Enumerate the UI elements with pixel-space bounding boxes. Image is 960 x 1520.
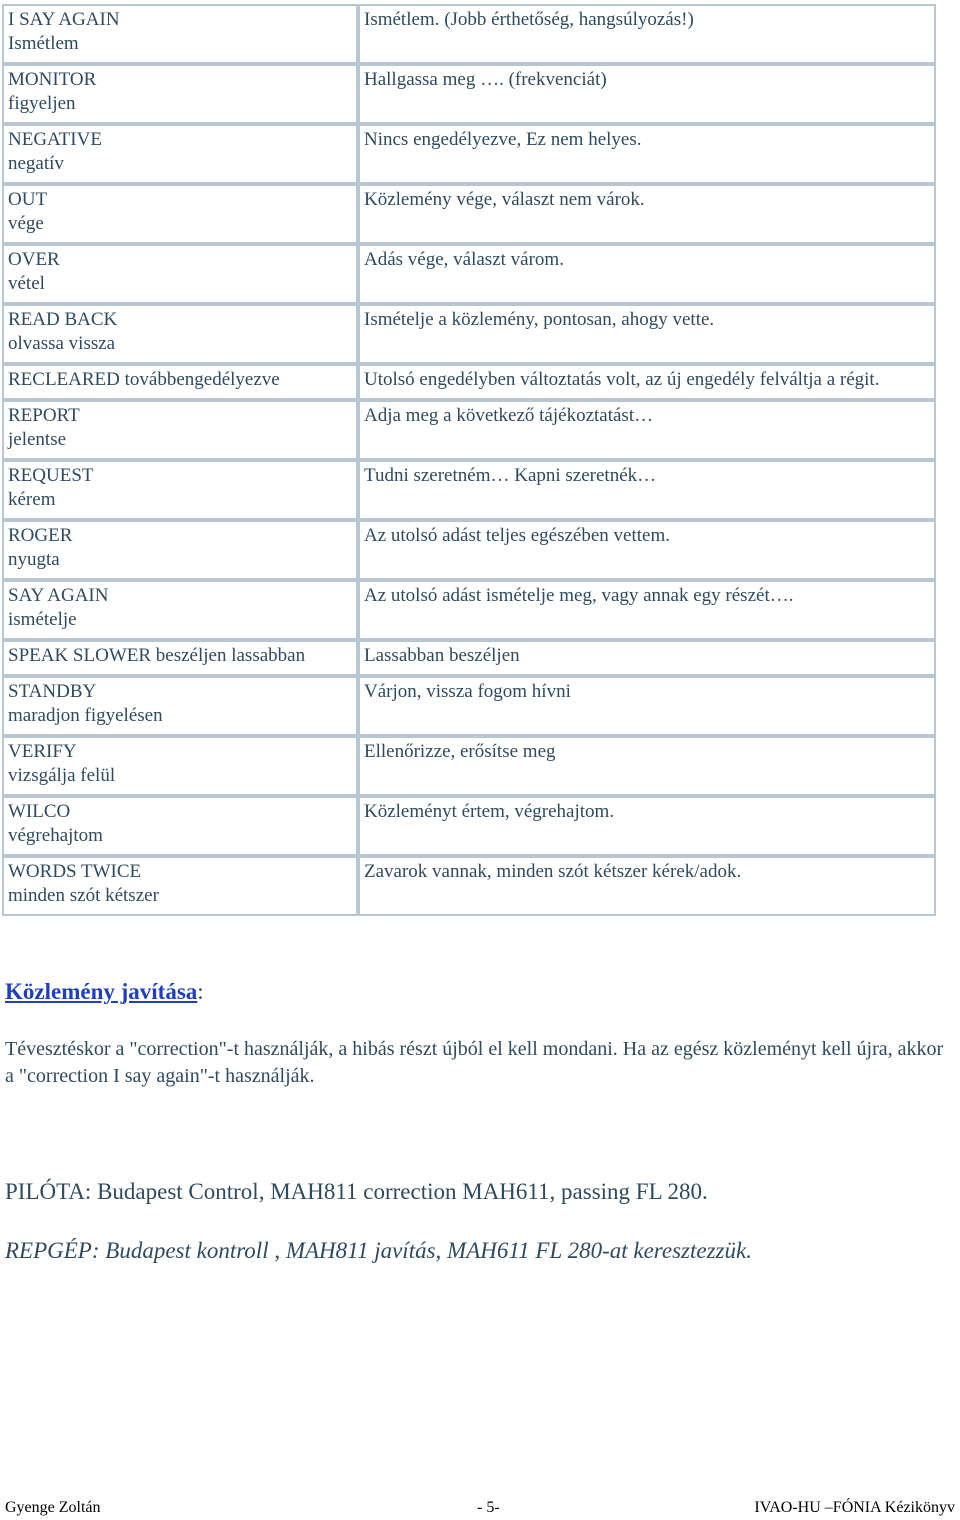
section-heading	[5, 978, 204, 1006]
term-english: WILCO	[8, 801, 71, 822]
table-row	[2, 400, 936, 460]
phraseology-table	[2, 4, 936, 916]
page-footer	[5, 1498, 955, 1518]
example-pilot-line: PILÓTA: Budapest Control, MAH811 correction MAH611, passing FL 280.	[5, 1179, 708, 1204]
term-hungarian: ismételje	[8, 609, 77, 630]
term-hungarian: figyeljen	[8, 93, 76, 114]
table-row	[2, 364, 936, 400]
meaning-cell: Ismételje a közlemény, pontosan, ahogy vette.	[358, 304, 936, 364]
term-english: ROGER	[8, 525, 73, 546]
meaning-cell: Hallgassa meg …. (frekvenciát)	[358, 64, 936, 124]
term-cell	[2, 736, 358, 796]
term-cell	[2, 64, 358, 124]
table-row	[2, 64, 936, 124]
term-english: SPEAK SLOWER beszéljen lassabban	[8, 645, 306, 666]
example-aircraft-line: REPGÉP: Budapest kontroll , MAH811 javítás, MAH611 FL 280-at keresztezzük.	[5, 1238, 752, 1263]
term-english: SAY AGAIN	[8, 585, 109, 606]
meaning-cell: Közlemény vége, választ nem várok.	[358, 184, 936, 244]
term-cell	[2, 520, 358, 580]
term-cell	[2, 364, 358, 400]
meaning-cell: Az utolsó adást teljes egészében vettem.	[358, 520, 936, 580]
term-hungarian: Ismétlem	[8, 33, 79, 54]
meaning-cell: Zavarok vannak, minden szót kétszer kérek/adok.	[358, 856, 936, 916]
term-hungarian: vége	[8, 213, 44, 234]
table-row	[2, 244, 936, 304]
meaning-cell: Ismétlem. (Jobb érthetőség, hangsúlyozás!)	[358, 4, 936, 64]
term-hungarian: kérem	[8, 489, 56, 510]
table-row	[2, 676, 936, 736]
meaning-cell: Ellenőrizze, erősítse meg	[358, 736, 936, 796]
table-row	[2, 640, 936, 676]
footer-author: Gyenge Zoltán	[5, 1499, 101, 1516]
meaning-cell: Közleményt értem, végrehajtom.	[358, 796, 936, 856]
phraseology-table-body	[2, 4, 936, 916]
table-row	[2, 580, 936, 640]
table-row	[2, 520, 936, 580]
term-hungarian: minden szót kétszer	[8, 885, 159, 906]
term-english: REQUEST	[8, 465, 94, 486]
footer-page-number: - 5-	[477, 1499, 500, 1516]
table-row	[2, 736, 936, 796]
term-hungarian: maradjon figyelésen	[8, 705, 163, 726]
term-english: READ BACK	[8, 309, 118, 330]
term-cell	[2, 124, 358, 184]
term-cell	[2, 184, 358, 244]
meaning-cell: Lassabban beszéljen	[358, 640, 936, 676]
term-cell	[2, 580, 358, 640]
correction-paragraph: Tévesztéskor a "correction"-t használják, a hibás részt újból el kell mondani. Ha az egész közleményt kell újra, akkor a "correction I say again"-t használják.	[5, 1038, 944, 1087]
term-cell	[2, 304, 358, 364]
term-english: STANDBY	[8, 681, 97, 702]
table-row	[2, 856, 936, 916]
section-heading-link[interactable]: Közlemény javítása	[5, 979, 198, 1004]
term-cell	[2, 400, 358, 460]
term-cell	[2, 460, 358, 520]
term-hungarian: vizsgálja felül	[8, 765, 116, 786]
table-row	[2, 4, 936, 64]
table-row	[2, 796, 936, 856]
meaning-cell: Az utolsó adást ismételje meg, vagy annak egy részét….	[358, 580, 936, 640]
term-cell	[2, 856, 358, 916]
term-cell	[2, 796, 358, 856]
term-english: RECLEARED továbbengedélyezve	[8, 369, 280, 390]
table-row	[2, 124, 936, 184]
term-cell	[2, 244, 358, 304]
term-english: I SAY AGAIN	[8, 9, 120, 30]
term-english: MONITOR	[8, 69, 97, 90]
meaning-cell: Adja meg a következő tájékoztatást…	[358, 400, 936, 460]
term-english: NEGATIVE	[8, 129, 102, 150]
term-hungarian: negatív	[8, 153, 64, 174]
term-english: OUT	[8, 189, 48, 210]
term-hungarian: vétel	[8, 273, 45, 294]
term-cell	[2, 4, 358, 64]
term-english: OVER	[8, 249, 60, 270]
term-english: REPORT	[8, 405, 80, 426]
term-english: VERIFY	[8, 741, 77, 762]
term-english: WORDS TWICE	[8, 861, 142, 882]
term-cell	[2, 640, 358, 676]
table-row	[2, 304, 936, 364]
footer-document-title: IVAO-HU –FÓNIA Kézikönyv	[754, 1499, 955, 1516]
section-heading-colon: :	[197, 979, 204, 1004]
term-cell	[2, 676, 358, 736]
table-row	[2, 184, 936, 244]
term-hungarian: jelentse	[8, 429, 67, 450]
term-hungarian: olvassa vissza	[8, 333, 116, 354]
meaning-cell: Nincs engedélyezve, Ez nem helyes.	[358, 124, 936, 184]
term-hungarian: nyugta	[8, 549, 60, 570]
term-hungarian: végrehajtom	[8, 825, 103, 846]
meaning-cell: Várjon, vissza fogom hívni	[358, 676, 936, 736]
meaning-cell: Tudni szeretném… Kapni szeretnék…	[358, 460, 936, 520]
meaning-cell: Utolsó engedélyben változtatás volt, az új engedély felváltja a régit.	[358, 364, 936, 400]
table-row	[2, 460, 936, 520]
meaning-cell: Adás vége, választ várom.	[358, 244, 936, 304]
